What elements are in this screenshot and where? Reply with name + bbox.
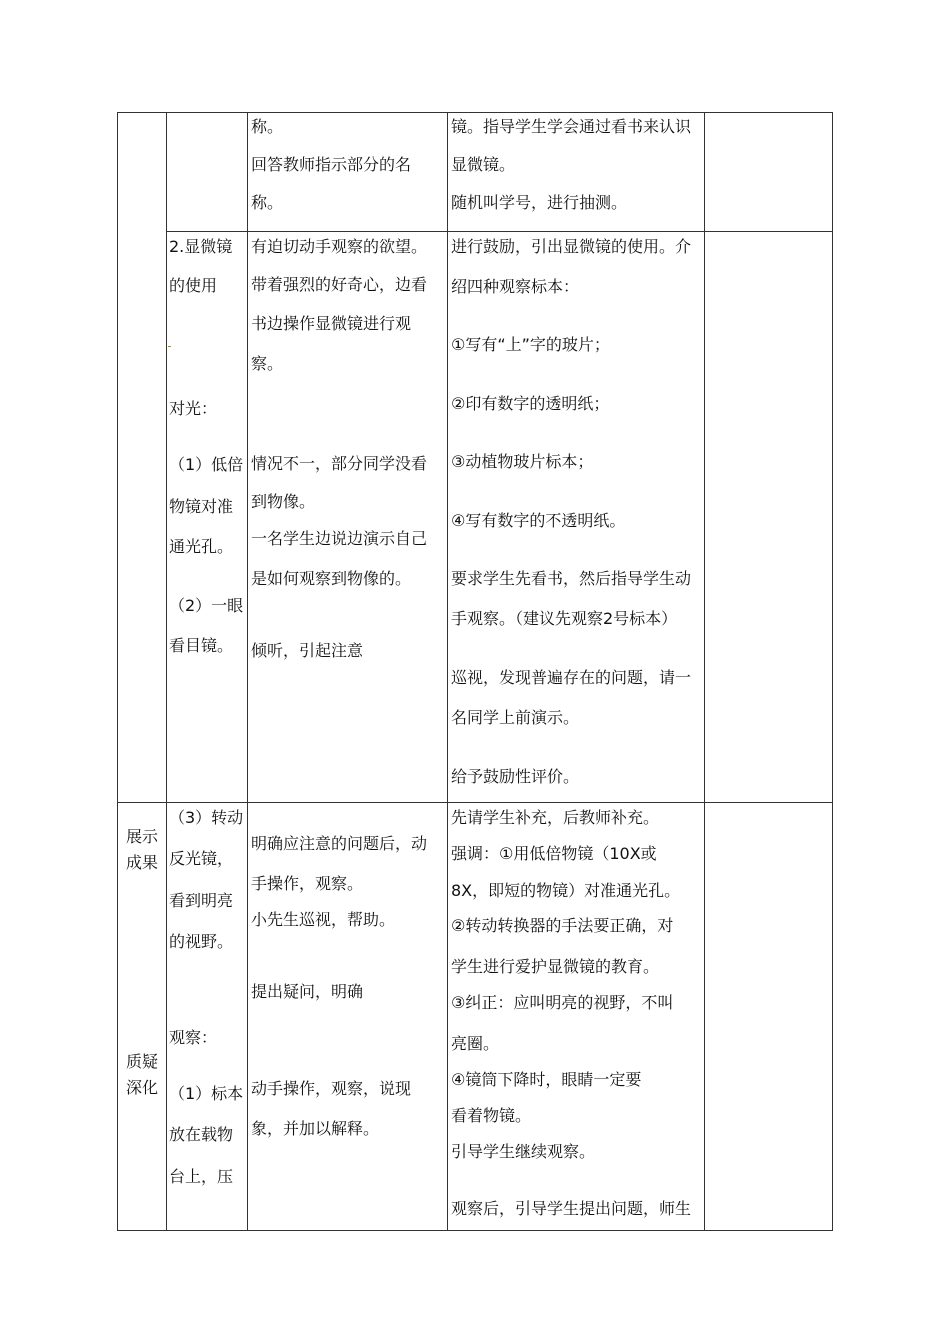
row2-col4-line11: 给予鼓励性评价。 <box>451 767 580 786</box>
row2-col4-line4: ②印有数字的透明纸； <box>451 394 610 413</box>
table-border-bottom <box>117 1230 833 1231</box>
row2-col3-line6: 到物像。 <box>251 492 316 511</box>
row2-col3-line8: 是如何观察到物像的。 <box>251 569 412 588</box>
stage-label-line2: 成果 <box>126 853 159 872</box>
row2-col3-line7: 一名学生边说边演示自己 <box>251 529 428 548</box>
row2-col4-line2: 绍四种观察标本： <box>451 277 580 296</box>
row3-col2-line1: （3）转动 <box>169 808 244 827</box>
row3-col2-line2: 反光镜， <box>169 849 234 868</box>
row2-col3-line2: 带着强烈的好奇心，边看 <box>251 275 428 294</box>
column-divider-3 <box>447 112 448 1230</box>
row3-col4-line11: 观察后，引导学生提出问题，师生 <box>451 1199 692 1218</box>
row2-col4-line5: ③动植物玻片标本； <box>451 452 594 471</box>
row2-col4-line3: ①写有“上”字的玻片； <box>451 335 610 354</box>
row3-col2-line7: 放在载物 <box>169 1125 234 1144</box>
table-border-right <box>832 112 833 1230</box>
row2-col2-line7: （2）一眼 <box>169 596 244 615</box>
row2-col4-line7: 要求学生先看书，然后指导学生动 <box>451 569 692 588</box>
row3-col4-line4: ②转动转换器的手法要正确，对 <box>451 916 674 935</box>
row1-col4-line3: 随机叫学号，进行抽测。 <box>451 193 628 212</box>
row1-col3-line2: 回答教师指示部分的名 <box>251 155 412 174</box>
row2-col4-line1: 进行鼓励，引出显微镜的使用。介 <box>451 237 692 256</box>
row3-col4-line3: 8X，即短的物镜）对准通光孔。 <box>451 881 681 900</box>
stage-label-line1: 展示 <box>126 827 159 846</box>
row3-col4-line6: ③纠正：应叫明亮的视野，不叫 <box>451 993 674 1012</box>
column-divider-4 <box>704 112 705 1230</box>
row2-col3-line1: 有迫切动手观察的欲望。 <box>251 237 428 256</box>
row1-col4-line1: 镜。指导学生学会通过看书来认识 <box>451 117 692 136</box>
table-border-top <box>117 112 833 113</box>
row3-col4-line7: 亮圈。 <box>451 1034 500 1053</box>
row-divider-1 <box>166 231 833 232</box>
row3-col2-line3: 看到明亮 <box>169 891 234 910</box>
row3-col2-line4: 的视野。 <box>169 932 234 951</box>
row2-col4-line6: ④写有数字的不透明纸。 <box>451 511 626 530</box>
row2-col2-line3: 对光： <box>169 399 218 418</box>
row3-col4-line2: 强调：①用低倍物镜（10X或 <box>451 844 657 863</box>
column-divider-2 <box>247 112 248 1230</box>
row1-col4-line2: 显微镜。 <box>451 155 516 174</box>
row2-col4-line9: 巡视，发现普遍存在的问题，请一 <box>451 668 692 687</box>
row3-col3-line4: 提出疑问，明确 <box>251 982 364 1001</box>
row2-col3-line5: 情况不一，部分同学没看 <box>251 454 428 473</box>
row1-col3-line3: 称。 <box>251 193 284 212</box>
row3-col2-line6: （1）标本 <box>169 1084 244 1103</box>
row2-col3-line4: 察。 <box>251 354 284 373</box>
row2-col4-line10: 名同学上前演示。 <box>451 708 580 727</box>
row2-col4-line8: 手观察。（建议先观察2号标本） <box>451 609 678 628</box>
row3-col2-line8: 台上，压 <box>169 1167 234 1186</box>
stray-mark <box>168 346 171 347</box>
row2-col3-line9: 倾听，引起注意 <box>251 641 364 660</box>
row3-col4-line1: 先请学生补充，后教师补充。 <box>451 808 660 827</box>
row3-col4-line8: ④镜筒下降时，眼睛一定要 <box>451 1070 642 1089</box>
row3-col3-line5: 动手操作，观察，说现 <box>251 1079 412 1098</box>
row2-col3-line3: 书边操作显微镜进行观 <box>251 314 412 333</box>
row3-col2-line5: 观察： <box>169 1028 218 1047</box>
row2-col2-line6: 通光孔。 <box>169 537 234 556</box>
row2-col2-line5: 物镜对准 <box>169 497 234 516</box>
row2-col2-line4: （1）低倍 <box>169 455 244 474</box>
stage-label-line4: 深化 <box>126 1078 159 1097</box>
row2-col2-line8: 看目镜。 <box>169 636 234 655</box>
row3-col3-line2: 手操作，观察。 <box>251 874 364 893</box>
table-border-left <box>117 112 118 1230</box>
row3-col4-line9: 看着物镜。 <box>451 1106 532 1125</box>
row1-col3-line1: 称。 <box>251 117 284 136</box>
row3-col3-line6: 象，并加以解释。 <box>251 1119 380 1138</box>
row3-col4-line10: 引导学生继续观察。 <box>451 1142 596 1161</box>
column-divider-1 <box>166 112 167 1230</box>
row3-col3-line1: 明确应注意的问题后，动 <box>251 834 428 853</box>
stage-label-line3: 质疑 <box>126 1052 159 1071</box>
row-divider-2 <box>117 802 833 803</box>
row2-col2-line1: 2.显微镜 <box>169 237 233 256</box>
row3-col4-line5: 学生进行爱护显微镜的教育。 <box>451 957 660 976</box>
row2-col2-line2: 的使用 <box>169 276 218 295</box>
row3-col3-line3: 小先生巡视，帮助。 <box>251 910 396 929</box>
